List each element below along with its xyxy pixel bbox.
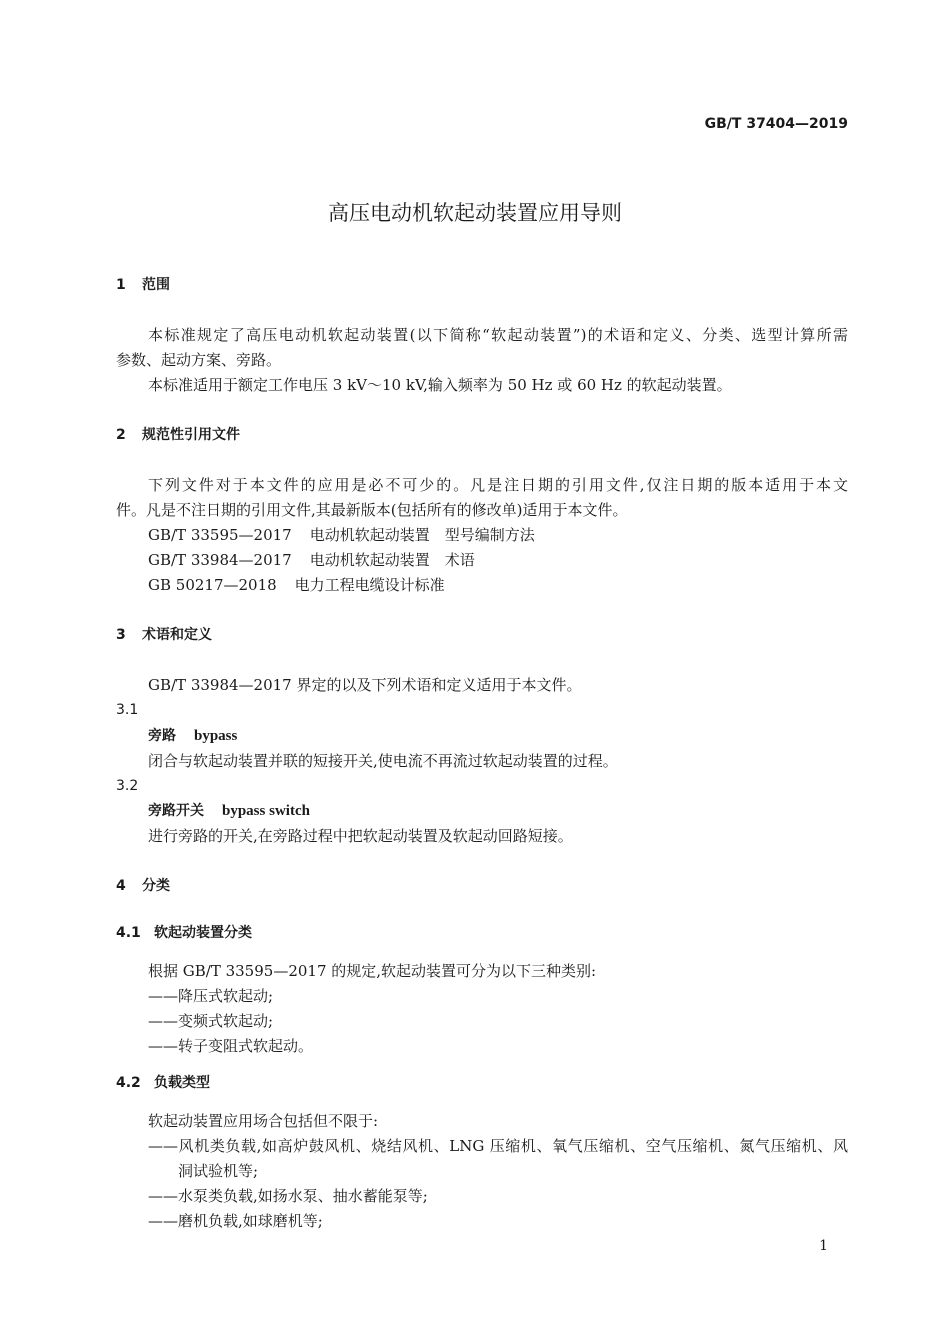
reference-code: GB/T 33595—2017 xyxy=(148,526,292,544)
paragraph: 本标准适用于额定工作电压 3 kV～10 kV,输入频率为 50 Hz 或 60 Hz 的软起动装置。 xyxy=(148,376,732,394)
section-number: 4.1 xyxy=(116,925,141,941)
term-definition: 进行旁路的开关,在旁路过程中把软起动装置及软起动回路短接。 xyxy=(148,827,573,845)
term-number: 3.2 xyxy=(116,778,139,794)
section-title: 分类 xyxy=(142,878,170,894)
term-number: 3.1 xyxy=(116,702,139,718)
section-title: 负载类型 xyxy=(154,1075,210,1091)
section-number: 2 xyxy=(116,427,126,443)
section-2-heading xyxy=(116,425,240,445)
reference-code: GB 50217—2018 xyxy=(148,576,277,594)
reference-title: 电动机软起动装置 术语 xyxy=(309,551,475,569)
section-number: 4.2 xyxy=(116,1075,141,1091)
section-number: 4 xyxy=(116,878,126,894)
section-4-2-heading xyxy=(116,1073,210,1093)
list-item: ——磨机负载,如球磨机等; xyxy=(148,1212,323,1230)
section-3-heading xyxy=(116,625,212,645)
section-title: 术语和定义 xyxy=(142,627,212,643)
page-number: 1 xyxy=(819,1238,828,1254)
list-item: ——变频式软起动; xyxy=(148,1012,274,1030)
term-en: bypass switch xyxy=(222,803,310,819)
reference-item xyxy=(148,550,475,570)
term-zh: 旁路开关 xyxy=(148,803,204,819)
section-4-heading xyxy=(116,876,170,896)
paragraph: GB/T 33984—2017 界定的以及下列术语和定义适用于本文件。 xyxy=(148,676,582,694)
section-4-1-heading xyxy=(116,923,252,943)
section-1-heading xyxy=(116,275,170,295)
term-definition: 闭合与软起动装置并联的短接开关,使电流不再流过软起动装置的过程。 xyxy=(148,752,618,770)
paragraph-line: 件。凡是不注日期的引用文件,其最新版本(包括所有的修改单)适用于本文件。 xyxy=(116,501,628,519)
term-name xyxy=(148,726,237,746)
reference-title: 电力工程电缆设计标准 xyxy=(294,576,445,594)
paragraph-line: 下列文件对于本文件的应用是必不可少的。凡是注日期的引用文件,仅注日期的版本适用于本文 xyxy=(148,476,848,494)
reference-item xyxy=(148,525,535,545)
list-item: ——降压式软起动; xyxy=(148,987,274,1005)
standard-number: GB/T 37404—2019 xyxy=(704,116,848,132)
list-item-continuation: 洞试验机等; xyxy=(178,1162,259,1180)
paragraph-line: 本标准规定了高压电动机软起动装置(以下简称“软起动装置”)的术语和定义、分类、选型计算所需 xyxy=(148,326,848,344)
reference-code: GB/T 33984—2017 xyxy=(148,551,292,569)
list-item: ——转子变阻式软起动。 xyxy=(148,1037,314,1055)
section-title: 规范性引用文件 xyxy=(142,427,240,443)
section-title: 软起动装置分类 xyxy=(154,925,252,941)
document-title: 高压电动机软起动装置应用导则 xyxy=(328,201,622,225)
section-number: 3 xyxy=(116,627,126,643)
paragraph: 软起动装置应用场合包括但不限于: xyxy=(148,1112,379,1130)
paragraph: 根据 GB/T 33595—2017 的规定,软起动装置可分为以下三种类别: xyxy=(148,962,597,980)
paragraph-line: 参数、起动方案、旁路。 xyxy=(116,351,282,369)
term-en: bypass xyxy=(194,728,238,744)
section-number: 1 xyxy=(116,277,126,293)
term-name xyxy=(148,801,310,821)
reference-title: 电动机软起动装置 型号编制方法 xyxy=(309,526,535,544)
list-item: ——水泵类负载,如扬水泵、抽水蓄能泵等; xyxy=(148,1187,428,1205)
reference-item xyxy=(148,575,445,595)
section-title: 范围 xyxy=(142,277,170,293)
term-zh: 旁路 xyxy=(148,728,176,744)
list-item: ——风机类负载,如高炉鼓风机、烧结风机、LNG 压缩机、氧气压缩机、空气压缩机、氮气压缩机、风 xyxy=(148,1137,848,1155)
